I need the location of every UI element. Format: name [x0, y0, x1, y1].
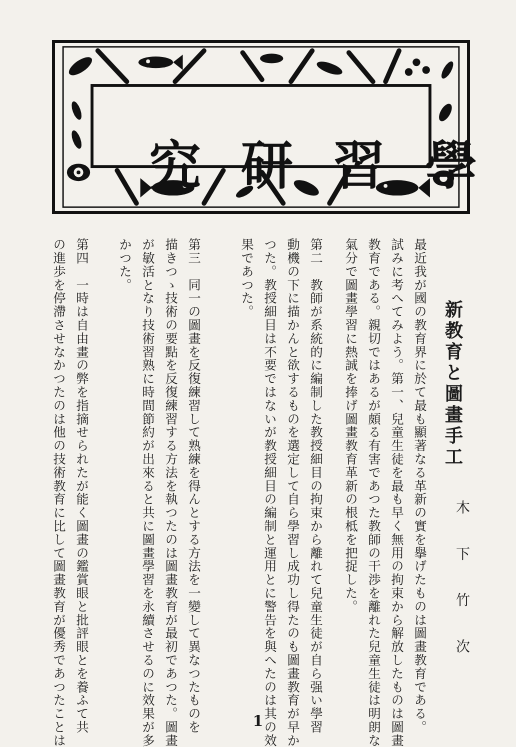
- body-column: 第二 教師が系統的に編制した教授細目の拘束から離れて兒童生徒が自ら强い學習: [308, 238, 323, 734]
- header-banner: [52, 40, 477, 214]
- body-column: 第三 同一の圖畫を反復練習して熟練を得んとする方法を一變して異なつたものを: [186, 238, 201, 734]
- body-column: 動機の下に描かんと欲するものを選定して自ら學習し成功し得たのも圖畫教育が早か: [285, 238, 300, 747]
- body-column: かつた。: [117, 238, 132, 292]
- body-column: 描きつゝ技術の要點を反復練習する方法を執つたのは圖畫教育が最初であつた。圖畫: [163, 238, 178, 747]
- article-author: 木 下 竹 次: [454, 500, 470, 668]
- body-column: 第四 一時は自由畫の弊を指摘せられたが能く圖畫の鑑賞眼と批評眼とを養ふて共: [74, 238, 89, 734]
- body-column: の進歩を停滯させなかつたのは他の技術教育に比して圖畫教育が優秀であつたことは: [51, 238, 66, 747]
- body-column: 氣分で圖畫學習に熱誠を捧げ圖畫教育革新の根柢を把捉した。: [343, 238, 358, 614]
- body-column: 試みに考へてみよう。第一、兒童生徒を最も早く無用の拘束から解放したものは圖畫: [389, 238, 404, 747]
- body-column: 最近我が國の教育界に於て最も顯著なる革新の實を擧げたものは圖畫教育である。: [412, 238, 427, 734]
- article-title: 新教育と圖畫手工: [442, 300, 463, 468]
- body-column: 教育である。親切ではあるが頗る有害であつた教師の干渉を離れた兒童生徒は明朗な: [366, 238, 381, 747]
- banner-title: [143, 135, 483, 199]
- page-number: 1: [252, 712, 264, 730]
- body-column: 果であつた。: [239, 238, 254, 319]
- banner-title-char: 習: [332, 136, 385, 197]
- banner-title-char: 研: [240, 136, 293, 197]
- banner-title-char: 究: [148, 136, 201, 197]
- banner-title-char: 學: [424, 136, 477, 197]
- body-column: つた。教授細目は不要ではないが教授細目の編制と運用とに警告を與へたのは其の效: [262, 238, 277, 747]
- body-column: が敏活となり技術習熟に時間節約が出來ると共に圖畫學習を永續させるのに效果が多: [140, 238, 155, 747]
